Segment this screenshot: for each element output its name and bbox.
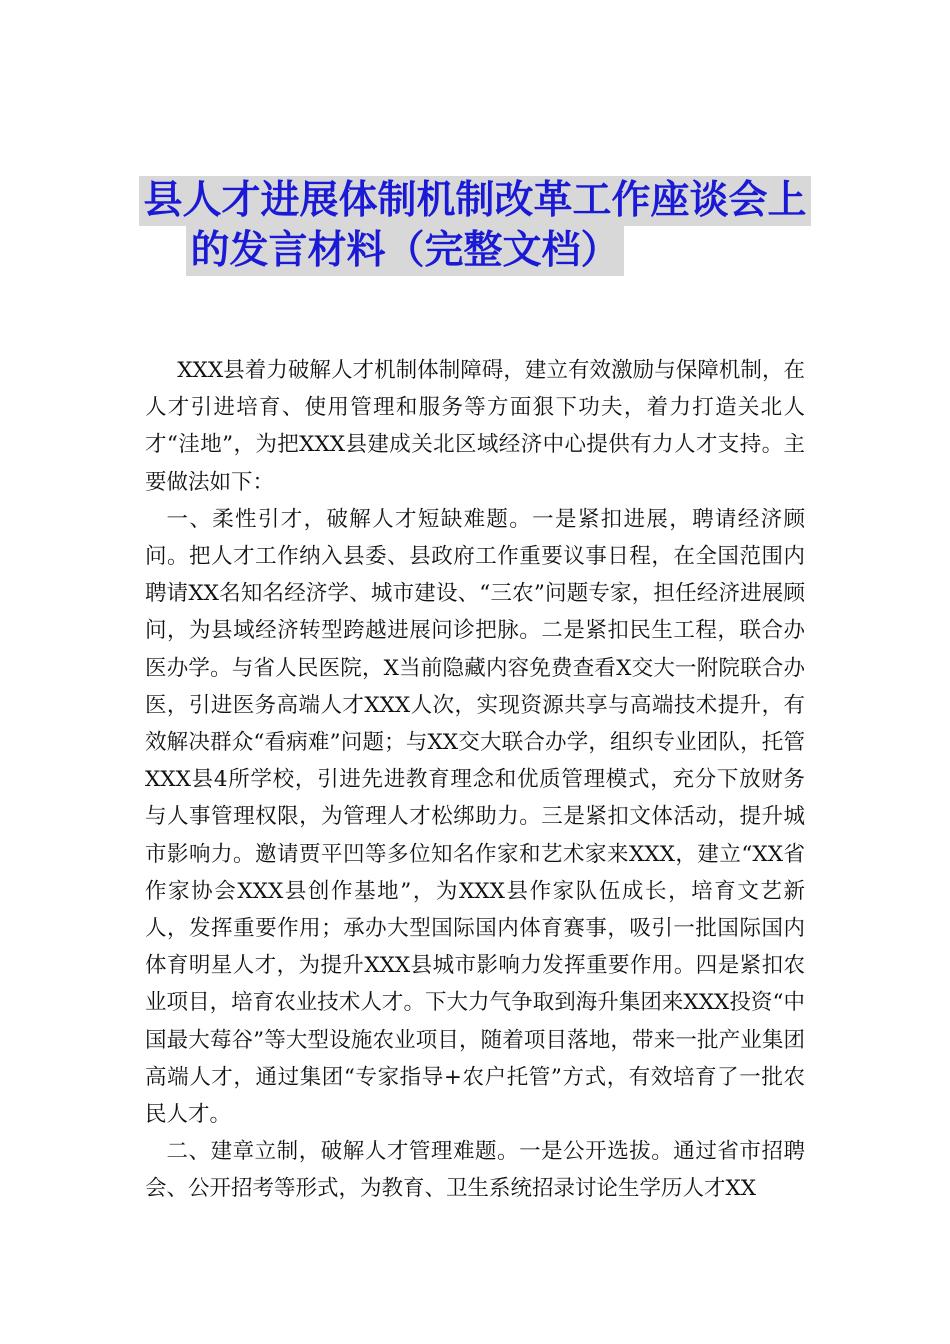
document-title xyxy=(0,176,950,276)
title-line-2: 的发言材料（完整文档） xyxy=(186,226,623,276)
paragraph-section-2: 二、建章立制，破解人才管理难题。一是公开选拔。通过省市招聘会、公开招考等形式，为教育、卫生系统招录讨论生学历人才XX xyxy=(145,1139,805,1202)
paragraph-section-1: 一、柔性引才，破解人才短缺难题。一是紧扣进展，聘请经济顾问。把人才工作纳入县委、县政府工作重要议事日程，在全国范围内聘请XX名知名经济学、城市建设、“三农”问题专家，担任经济进展顾问，为县域经济转型跨越进展问诊把脉。二是紧扣民生工程，联合办医办学。与省人民医院，X当前隐藏内容免费查看X交大一附院联合办医，引进医务高端人才XXX人次，实现资源共享与高端技术提升，有效解决群众“看病难”问题；与XX交大联合办学，组织专业团队，托管XXX县4所学校，引进先进教育理念和优质管理模式，充分下放财务与人事管理权限，为管理人才松绑助力。三是紧扣文体活动，提升城市影响力。邀请贾平凹等多位知名作家和艺术家来XXX，建立“XX省作家协会XXX县创作基地”，为XXX县作家队伍成长，培育文艺新人，发挥重要作用；承办大型国际国内体育赛事，吸引一批国际国内体育明星人才，为提升XXX县城市影响力发挥重要作用。四是紧扣农业项目，培育农业技术人才。下大力气争取到海升集团来XXX投资“中国最大莓谷”等大型设施农业项目，随着项目落地，带来一批产业集团高端人才，通过集团“专家指导+农户托管”方式，有效培育了一批农民人才。 xyxy=(145,506,805,1128)
document-body xyxy=(145,352,805,1208)
title-line-1: 县人才进展体制机制改革工作座谈会上 xyxy=(139,176,810,226)
paragraph-intro: XXX县着力破解人才机制体制障碍，建立有效激励与保障机制，在人才引进培育、使用管理和服务等方面狠下功夫，着力打造关北人才“洼地”，为把XXX县建成关北区域经济中心提供有力人才支持。主要做法如下： xyxy=(145,358,805,495)
